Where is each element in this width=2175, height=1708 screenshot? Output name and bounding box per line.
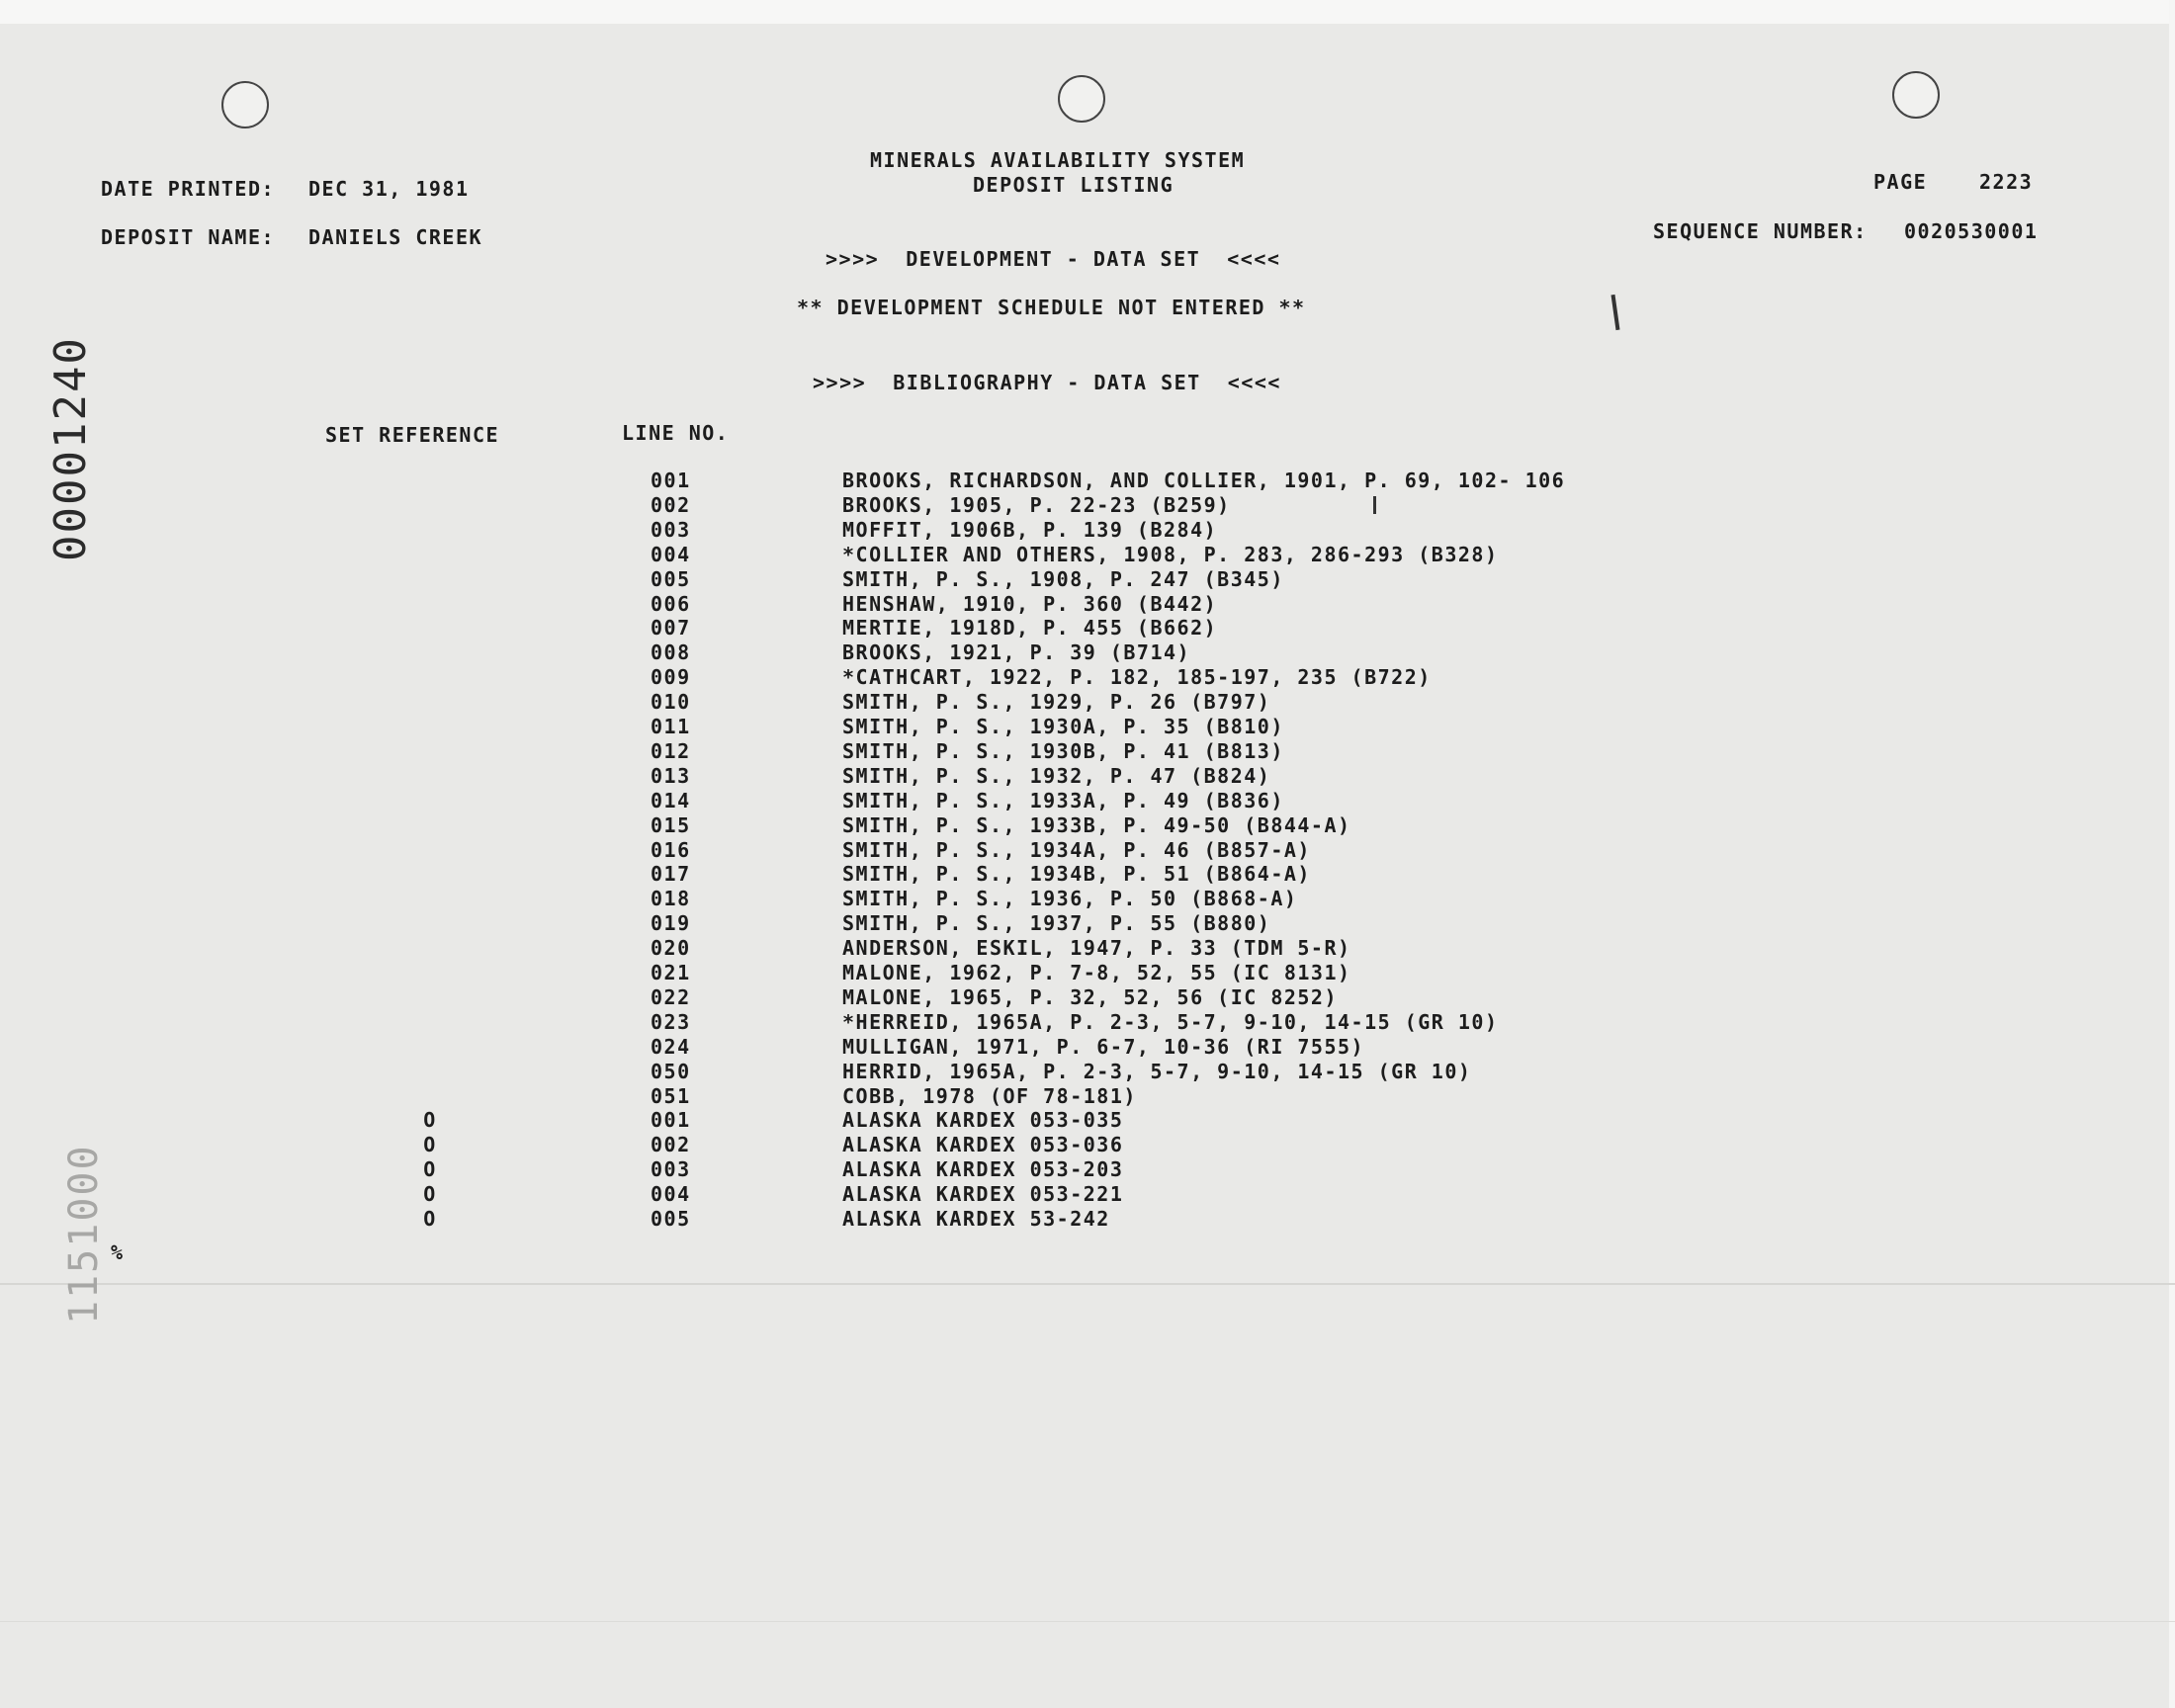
line-number-cell: 019 <box>651 911 691 936</box>
footer-percent-mark: % <box>111 1240 125 1264</box>
sequence-number-value: 0020530001 <box>1904 219 2039 243</box>
date-printed-value: DEC 31, 1981 <box>308 177 470 201</box>
reference-text-cell: HENSHAW, 1910, P. 360 (B442) <box>842 591 1218 616</box>
reference-text-cell: SMITH, P. S., 1933A, P. 49 (B836) <box>842 788 1284 812</box>
development-note: ** DEVELOPMENT SCHEDULE NOT ENTERED ** <box>797 296 1306 319</box>
deposit-name-value: DANIELS CREEK <box>308 225 483 249</box>
line-number-cell: 005 <box>651 566 691 591</box>
bibliography-row <box>0 911 1780 936</box>
line-number-cell: 021 <box>651 961 691 984</box>
bibliography-row <box>0 493 1780 518</box>
set-reference-cell: O <box>423 1182 437 1207</box>
bibliography-row <box>0 985 1780 1010</box>
set-reference-cell: O <box>423 1133 437 1157</box>
bibliography-row <box>0 1084 1780 1109</box>
deposit-name-label: DEPOSIT NAME: <box>101 225 276 249</box>
page-fold-line <box>0 1283 2175 1285</box>
reference-text-cell: ALASKA KARDEX 53-242 <box>842 1207 1110 1231</box>
sequence-number-label: SEQUENCE NUMBER: <box>1653 219 1868 243</box>
bibliography-row <box>0 789 1780 813</box>
bibliography-row <box>0 1035 1780 1060</box>
line-number-cell: 011 <box>651 715 691 738</box>
line-number-cell: 001 <box>651 469 691 492</box>
page-fold-line-lower <box>0 1621 2175 1622</box>
line-number-cell: 005 <box>651 1207 691 1231</box>
bibliography-row <box>0 665 1780 690</box>
reference-text-cell: MOFFIT, 1906B, P. 139 (B284) <box>842 517 1218 542</box>
bibliography-row <box>0 543 1780 567</box>
line-number-cell: 023 <box>651 1009 691 1034</box>
line-number-cell: 018 <box>651 887 691 911</box>
reference-text-cell: SMITH, P. S., 1908, P. 247 (B345) <box>842 566 1284 591</box>
reference-text-cell: ALASKA KARDEX 053-203 <box>842 1157 1124 1182</box>
reference-text-cell: MULLIGAN, 1971, P. 6-7, 10-36 (RI 7555) <box>842 1034 1365 1059</box>
line-number-cell: 008 <box>651 640 691 665</box>
page-label: PAGE <box>1873 170 1928 194</box>
bibliography-row <box>0 862 1780 887</box>
reference-text-cell: ANDERSON, ESKIL, 1947, P. 33 (TDM 5-R) <box>842 936 1351 961</box>
reference-text-cell: HERRID, 1965A, P. 2-3, 5-7, 9-10, 14-15 (GR 10) <box>842 1059 1472 1083</box>
line-number-cell: 024 <box>651 1034 691 1059</box>
line-number-cell: 004 <box>651 1182 691 1207</box>
line-number-cell: 014 <box>651 788 691 812</box>
line-number-cell: 051 <box>651 1083 691 1108</box>
set-reference-cell: O <box>423 1157 437 1182</box>
reference-text-cell: MERTIE, 1918D, P. 455 (B662) <box>842 616 1218 640</box>
reference-text-cell: ALASKA KARDEX 053-036 <box>842 1133 1124 1157</box>
side-stamp-faint: 1151000 <box>61 1144 107 1324</box>
bibliography-row <box>0 469 1780 493</box>
bibliography-row <box>0 764 1780 789</box>
reference-text-cell: SMITH, P. S., 1937, P. 55 (B880) <box>842 911 1271 936</box>
line-number-cell: 016 <box>651 837 691 862</box>
reference-text-cell: *HERREID, 1965A, P. 2-3, 5-7, 9-10, 14-15 (GR 10) <box>842 1009 1499 1034</box>
ink-tick-mark <box>1373 496 1376 514</box>
line-number-cell: 007 <box>651 616 691 640</box>
page-right-edge <box>2169 0 2175 1708</box>
reference-text-cell: SMITH, P. S., 1929, P. 26 (B797) <box>842 690 1271 715</box>
bibliography-row <box>0 715 1780 739</box>
line-number-cell: 010 <box>651 690 691 715</box>
side-stamp-number: 00001240 <box>45 336 96 561</box>
bibliography-row <box>0 567 1780 592</box>
line-number-cell: 017 <box>651 862 691 887</box>
reference-text-cell: ALASKA KARDEX 053-221 <box>842 1182 1124 1207</box>
bibliography-row <box>0 592 1780 617</box>
line-number-cell: 003 <box>651 1157 691 1182</box>
reference-text-cell: ALASKA KARDEX 053-035 <box>842 1108 1124 1133</box>
page-top-edge <box>0 0 2175 24</box>
line-number-cell: 002 <box>651 492 691 517</box>
reference-text-cell: BROOKS, 1905, P. 22-23 (B259) <box>842 492 1231 517</box>
reference-text-cell: COBB, 1978 (OF 78-181) <box>842 1083 1137 1108</box>
bibliography-row <box>0 640 1780 665</box>
reference-text-cell: BROOKS, 1921, P. 39 (B714) <box>842 640 1191 665</box>
line-number-cell: 009 <box>651 665 691 690</box>
reference-text-cell: SMITH, P. S., 1934B, P. 51 (B864-A) <box>842 862 1311 887</box>
date-printed-label: DATE PRINTED: <box>101 177 276 201</box>
reference-text-cell: SMITH, P. S., 1930B, P. 41 (B813) <box>842 738 1284 763</box>
line-number-cell: 050 <box>651 1059 691 1083</box>
bibliography-row <box>0 1182 1780 1207</box>
bibliography-row <box>0 961 1780 985</box>
line-number-cell: 001 <box>651 1108 691 1133</box>
bibliography-row <box>0 690 1780 715</box>
system-title: MINERALS AVAILABILITY SYSTEM <box>870 148 1246 172</box>
line-number-cell: 015 <box>651 812 691 837</box>
bibliography-heading: >>>> BIBLIOGRAPHY - DATA SET <<<< <box>813 371 1281 394</box>
reference-text-cell: SMITH, P. S., 1930A, P. 35 (B810) <box>842 715 1284 738</box>
column-header-line-no: LINE NO. <box>622 421 730 445</box>
column-header-set-reference: SET REFERENCE <box>325 423 500 447</box>
line-number-cell: 004 <box>651 542 691 566</box>
bibliography-row <box>0 739 1780 764</box>
listing-title: DEPOSIT LISTING <box>973 173 1174 197</box>
bibliography-row <box>0 936 1780 961</box>
bibliography-row <box>0 616 1780 640</box>
line-number-cell: 002 <box>651 1133 691 1157</box>
binder-hole-right <box>1892 71 1940 119</box>
bibliography-row <box>0 1157 1780 1182</box>
reference-text-cell: SMITH, P. S., 1936, P. 50 (B868-A) <box>842 887 1298 911</box>
bibliography-row <box>0 1010 1780 1035</box>
reference-text-cell: BROOKS, RICHARDSON, AND COLLIER, 1901, P. 69, 102- 106 <box>842 469 1566 492</box>
bibliography-row <box>0 887 1780 911</box>
reference-text-cell: SMITH, P. S., 1934A, P. 46 (B857-A) <box>842 837 1311 862</box>
line-number-cell: 012 <box>651 738 691 763</box>
binder-hole-left <box>221 81 269 128</box>
bibliography-row <box>0 1207 1780 1232</box>
line-number-cell: 006 <box>651 591 691 616</box>
set-reference-cell: O <box>423 1108 437 1133</box>
line-number-cell: 003 <box>651 517 691 542</box>
page-number: 2223 <box>1979 170 2034 194</box>
bibliography-row <box>0 1133 1780 1157</box>
reference-text-cell: SMITH, P. S., 1932, P. 47 (B824) <box>842 763 1271 788</box>
binder-hole-center <box>1058 75 1105 123</box>
line-number-cell: 013 <box>651 763 691 788</box>
set-reference-cell: O <box>423 1207 437 1231</box>
reference-text-cell: *CATHCART, 1922, P. 182, 185-197, 235 (B722) <box>842 665 1432 690</box>
reference-text-cell: MALONE, 1962, P. 7-8, 52, 55 (IC 8131) <box>842 961 1351 984</box>
ink-smudge <box>1611 295 1620 330</box>
bibliography-row <box>0 518 1780 543</box>
bibliography-row <box>0 1060 1780 1084</box>
line-number-cell: 022 <box>651 984 691 1009</box>
bibliography-row <box>0 813 1780 838</box>
reference-text-cell: MALONE, 1965, P. 32, 52, 56 (IC 8252) <box>842 984 1339 1009</box>
line-number-cell: 020 <box>651 936 691 961</box>
bibliography-row <box>0 1108 1780 1133</box>
bibliography-row <box>0 838 1780 863</box>
reference-text-cell: SMITH, P. S., 1933B, P. 49-50 (B844-A) <box>842 812 1351 837</box>
development-heading: >>>> DEVELOPMENT - DATA SET <<<< <box>826 247 1281 271</box>
reference-text-cell: *COLLIER AND OTHERS, 1908, P. 283, 286-293 (B328) <box>842 542 1499 566</box>
